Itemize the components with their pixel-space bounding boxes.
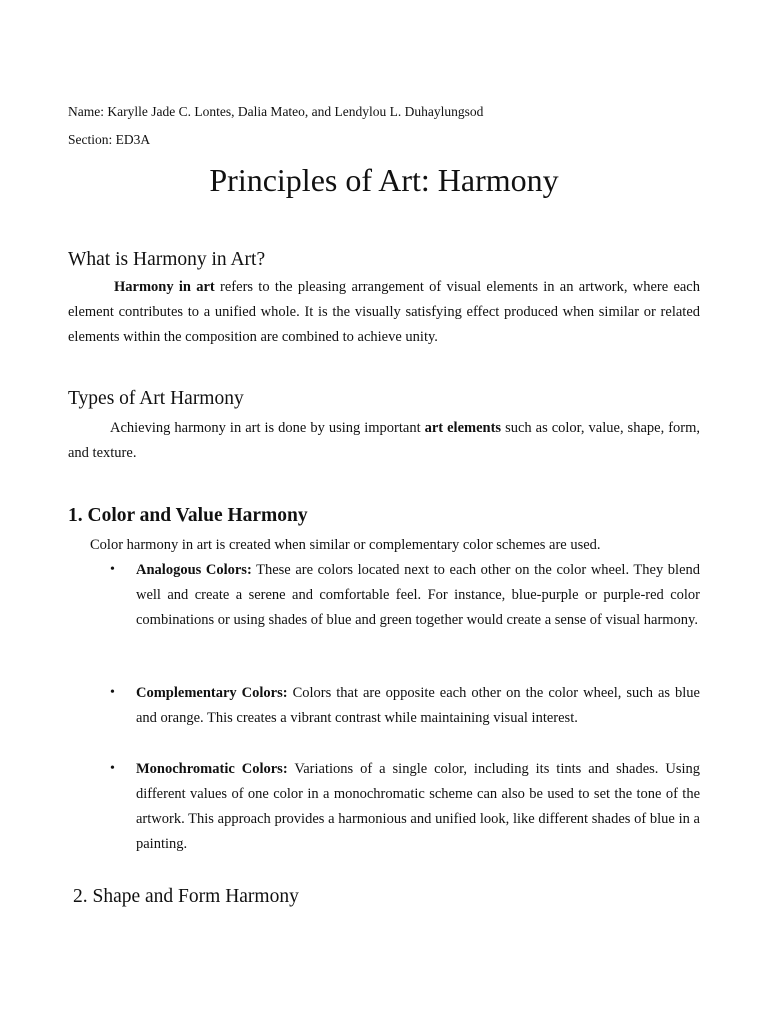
what-is-harmony-paragraph [68, 275, 700, 350]
types-text-before: Achieving harmony in art is done by using important [110, 420, 425, 436]
art-elements-term: art elements [424, 420, 502, 436]
what-is-harmony-heading: What is Harmony in Art? [68, 249, 266, 270]
monochromatic-label: Monochromatic Colors: [136, 761, 288, 777]
analogous-text: These are colors located next to each other on the color wheel. They blend well and create a serene and comfortable feel. For instance, blue-purple or purple-red color combinations or using shades of blue and green together would create a sense of visual harmony. [136, 562, 701, 628]
color-harmony-intro: Color harmony in art is created when similar or complementary color schemes are used. [90, 537, 601, 553]
types-text-after: such as color, value, shape, form, and texture. [68, 420, 701, 461]
complementary-text: Colors that are opposite each other on the color wheel, such as blue and orange. This creates a vibrant contrast while maintaining visual interest. [136, 685, 700, 726]
list-item [136, 558, 700, 633]
what-is-harmony-text: refers to the pleasing arrangement of visual elements in an artwork, where each element contributes to a unified whole. It is the visually satisfying effect produced when similar or related elements within the composition are combined to achieve unity. [68, 279, 700, 345]
shape-form-harmony-heading: 2. Shape and Form Harmony [73, 886, 299, 907]
page-title: Principles of Art: Harmony [209, 162, 559, 198]
bullet-dot: • [110, 685, 115, 700]
bullet-dot: • [110, 761, 115, 776]
types-heading: Types of Art Harmony [68, 388, 244, 409]
monochromatic-text: Variations of a single color, including its tints and shades. Using different values of one color in a monochromatic scheme can also be used to set the tone of the artwork. This approach provides a harmonious and unified look, like different shades of blue in a painting. [136, 761, 700, 852]
section-label: Section: ED3A [68, 132, 151, 147]
bullet-dot: • [110, 562, 115, 577]
list-item [136, 681, 700, 731]
list-item [136, 757, 700, 857]
harmony-in-art-term: Harmony in art [114, 279, 215, 295]
color-value-harmony-heading: 1. Color and Value Harmony [68, 505, 308, 526]
analogous-label: Analogous Colors: [136, 562, 252, 578]
types-paragraph [68, 416, 700, 466]
author-names: Name: Karylle Jade C. Lontes, Dalia Mateo, and Lendylou L. Duhaylungsod [68, 104, 484, 119]
complementary-label: Complementary Colors: [136, 685, 288, 701]
